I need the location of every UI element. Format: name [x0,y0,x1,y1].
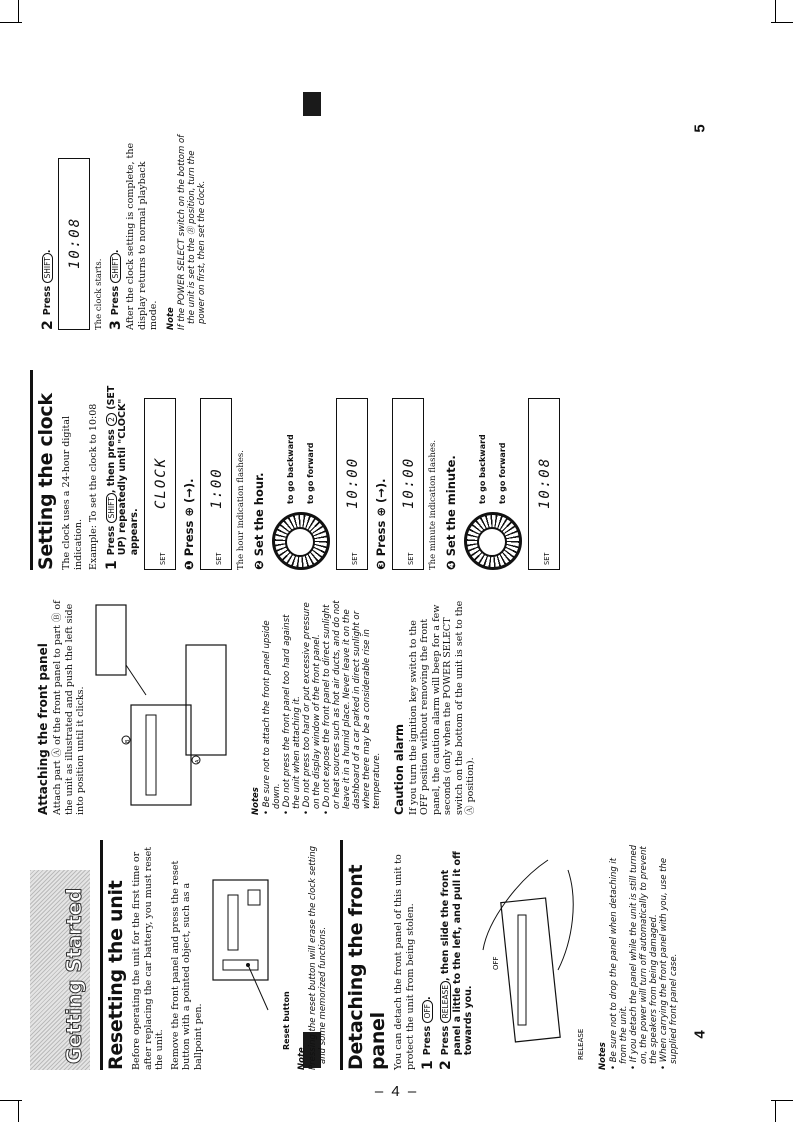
step3-paragraph: After the clock setting is complete, the display returns to normal playback mode. [125,142,159,330]
crop-mark [18,0,19,22]
column-clock-finish [36,130,207,330]
forward-label: to go forward [306,442,315,504]
column-setting-clock [30,370,564,570]
key-2: 2 [106,413,117,426]
detach-title: Detaching the front panel [340,840,389,1070]
clock-step-2: 2 Press SHIFT. [40,249,56,330]
attach-figure [91,600,241,815]
reset-button-figure [208,870,278,1070]
clock-note-title: Note [165,307,176,330]
clock-step-1: 1 Press SHIFT, then press 2 (SET UP) repeatedly until "CLOCK" appears. [103,385,140,570]
clock-note: If the POWER SELECT switch on the bottom of the unit is set to the Ⓑ position, turn the power on first, then set the clock. [176,134,207,330]
detach-paragraph: You can detach the front panel of this unit to protect the unit from being stolen. [393,854,416,1070]
knob-row [272,370,330,570]
crop-mark [18,1100,19,1122]
rotated-content [30,50,710,1070]
crop-mark [0,1100,22,1101]
crop-mark [771,22,793,23]
fig-off-label: OFF [491,956,500,970]
reset-paragraph: Before operating the unit for the first time or after replacing the car battery, you must reset the unit. [131,846,165,1070]
shift-key: SHIFT [110,253,121,282]
attach-note: • Be sure not to attach the front panel upside down. [261,620,282,815]
lcd-display: SET 10:00 [336,398,368,570]
reset-note-title: Note [297,1047,307,1070]
clock-example: Example: To set the clock to 10:08 [88,403,99,570]
minute-flash-note: The minute indication flashes. [428,439,438,570]
sub-step-4: ❹ Set the minute. [444,455,458,570]
reset-button-label: Reset button [282,991,291,1050]
control-knob[interactable] [272,512,330,570]
shift-key: SHIFT [106,493,117,522]
fig-a-label: A [194,759,201,763]
detach-step-1: 1 Press OFF. [420,996,436,1070]
alarm-title: Caution alarm [391,723,406,815]
alarm-paragraph: If you turn the ignition key switch to the OFF position without removing the front panel, the caution alarm will beep for a few seconds (only when the POWER SELECT switch on the bottom of the unit is set to the Ⓐ position). [407,600,476,815]
sub-step-3: ❸ Press ⊕ (→). [374,478,388,570]
attach-note: • Do not press too hard or put excessive pressure on the display window of the front panel. [301,602,322,815]
page-number-left: 4 [691,1030,709,1039]
clock-paragraph: The clock uses a 24-hour digital indication. [61,415,84,570]
detach-step-2: 2 Press RELEASE, then slide the front panel a little to the left, and pull it off towards you. [438,851,474,1070]
page-footer: – 4 – [374,1083,419,1100]
reset-note: Pressing the reset button will erase the clock setting and some memorized functions. [308,845,328,1070]
sub-step-1: ❶ Press ⊕ (→). [182,478,196,570]
attach-notes-title: Notes [250,787,261,815]
attach-note: • Do not expose the front panel to direct sunlight or heat sources such as hot air ducts, and do not leave it in a humid place. Never leave it on the dashboard of a car parked in direct sunlight or where there may be a considerable rise in temperature. [321,600,382,815]
lcd-display: SET 1:00 [200,398,232,570]
backward-label: to go backward [286,434,295,504]
reset-title: Resetting the unit [100,840,127,1070]
page-number-right: 5 [691,124,709,133]
crop-mark [775,1100,776,1122]
detach-notes-title: Notes [597,1042,608,1070]
clock-title: Setting the clock [30,370,57,570]
detach-note: • When carrying the front panel with you, use the supplied front panel case. [658,857,679,1070]
forward-label: to go forward [498,442,507,504]
column-attaching [30,600,481,815]
lcd-display: SET CLOCK [144,398,176,570]
section-banner: Getting Started [30,870,90,1070]
release-key: RELEASE [440,981,451,1023]
crop-mark [775,0,776,22]
reset-paragraph-2: Remove the front panel and press the reset button with a pointed object, such as a ballpoint pen. [169,860,204,1070]
backward-label: to go backward [478,434,487,504]
lcd-display: SET 10:08 [528,398,560,570]
attach-title: Attaching the front panel [36,643,50,815]
detach-note: • Be sure not to drop the panel when detaching it from the unit. [608,857,629,1070]
lcd-display: SET 10:00 [392,398,424,570]
fig-b-label: B [124,739,131,743]
off-key: OFF [422,1000,433,1023]
fig-release-label: RELEASE [576,1028,585,1060]
attach-note: • Do not press the front panel too hard against the unit when attaching it. [281,614,302,815]
hour-flash-note: The hour indication flashes. [236,450,246,570]
shift-key: SHIFT [42,253,53,282]
lcd-display: 10:08 [58,158,90,330]
crop-mark [0,22,22,23]
clock-step-3: 3 Press SHIFT. [108,249,124,330]
knob-row [464,370,522,570]
crop-mark [771,1100,793,1101]
control-knob[interactable] [464,512,522,570]
detach-note: • If you detach the panel while the unit is still turned on, the power will turn off automatically to prevent the speakers from being damaged. [628,844,659,1070]
sub-step-2: ❷ Set the hour. [252,472,266,570]
clock-starts-note: The clock starts. [94,258,104,330]
detach-figure [478,850,588,1070]
column-getting-started [30,840,679,1070]
attach-paragraph: Attach part Ⓐ of the front panel to part Ⓑ of the unit as illustrated and push the left side into position until it clicks. [52,600,86,815]
